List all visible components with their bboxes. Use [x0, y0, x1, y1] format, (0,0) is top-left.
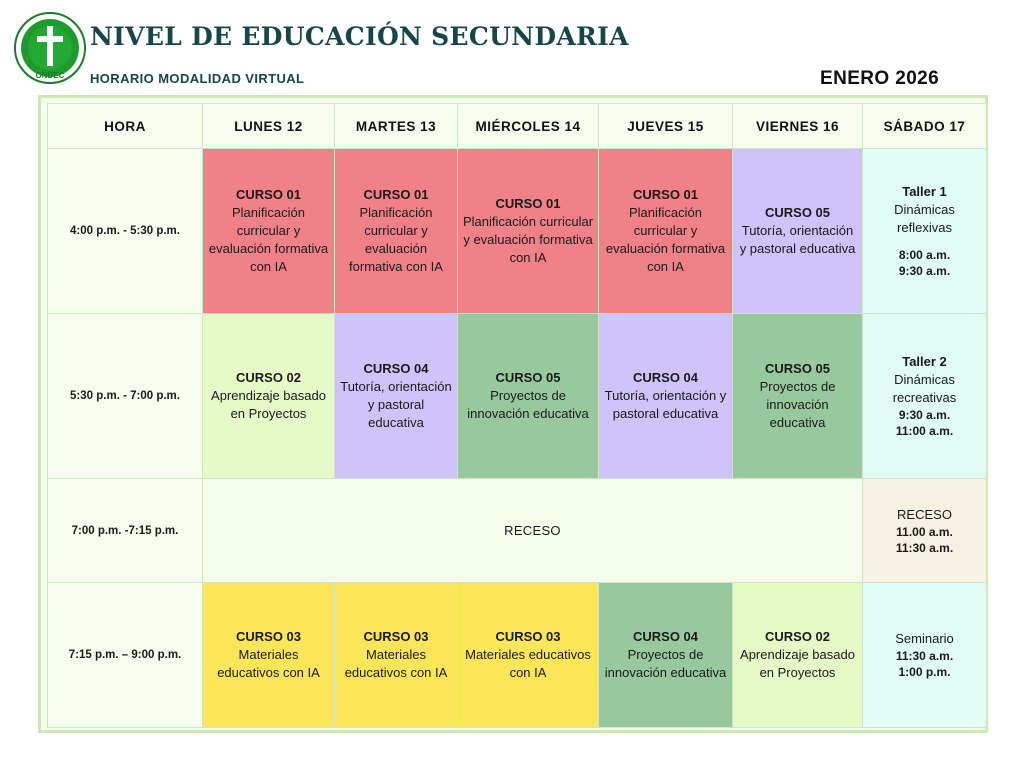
- course-cell: [203, 314, 335, 479]
- course-code: CURSO 01: [495, 196, 561, 211]
- header-tuesday: MARTES 13: [335, 104, 458, 149]
- logo-text: ONDEC: [35, 71, 65, 80]
- workshop-name: Dinámicas reflexivas: [894, 202, 955, 235]
- table-row: [48, 479, 987, 583]
- header-wednesday: MIÉRCOLES 14: [458, 104, 599, 149]
- saturday-cell: [863, 479, 987, 583]
- saturday-cell: [863, 583, 987, 728]
- page-subtitle: HORARIO MODALIDAD VIRTUAL: [90, 71, 305, 86]
- ondec-logo: [14, 12, 86, 84]
- course-name: Tutoría, orientación y pastoral educativa: [340, 379, 452, 430]
- course-code: CURSO 02: [235, 370, 302, 385]
- table-row: [48, 583, 987, 728]
- header-row: [48, 104, 987, 149]
- course-code: CURSO 05: [495, 370, 561, 385]
- end-time: 11:30 a.m.: [895, 540, 954, 555]
- course-cell: [733, 583, 863, 728]
- course-cell: [335, 583, 458, 728]
- schedule-table: [47, 103, 987, 728]
- course-name: Materiales educativos con IA: [465, 647, 591, 680]
- course-name: Planificación curricular y evaluación formativa con IA: [605, 205, 726, 274]
- course-cell: [599, 149, 733, 314]
- start-time: 11.00 a.m.: [896, 524, 953, 539]
- course-code: CURSO 01: [363, 187, 429, 202]
- time-slot: 7:15 p.m. – 9:00 p.m.: [48, 583, 203, 728]
- course-cell: [599, 583, 733, 728]
- saturday-cell: [863, 149, 987, 314]
- course-code: CURSO 04: [632, 629, 699, 644]
- course-name: Planificación curricular y evaluación formativa con IA: [349, 205, 443, 274]
- time-slot: 7:00 p.m. -7:15 p.m.: [48, 479, 203, 583]
- course-code: CURSO 01: [632, 187, 699, 202]
- start-time: 8:00 a.m.: [898, 248, 951, 262]
- course-cell: [458, 583, 599, 728]
- end-time: 9:30 a.m.: [898, 264, 951, 278]
- header-saturday: SÁBADO 17: [863, 104, 987, 149]
- course-code: CURSO 04: [363, 361, 429, 376]
- course-code: CURSO 05: [764, 205, 831, 220]
- workshop-title: Taller 2: [902, 354, 947, 369]
- header-thursday: JUEVES 15: [599, 104, 733, 149]
- course-cell: [599, 314, 733, 479]
- course-name: Aprendizaje basado en Proyectos: [740, 647, 855, 680]
- course-name: Proyectos de innovación educativa: [604, 647, 727, 680]
- course-code: CURSO 01: [235, 187, 302, 202]
- course-name: Proyectos de innovación educativa: [759, 379, 836, 430]
- course-code: CURSO 02: [764, 629, 831, 644]
- course-name: Tutoría, orientación y pastoral educativa: [604, 388, 727, 421]
- start-time: 9:30 a.m.: [898, 408, 951, 422]
- workshop-name: Dinámicas recreativas: [892, 372, 957, 405]
- course-name: Planificación curricular y evaluación formativa con IA: [462, 214, 594, 265]
- header-hora: HORA: [48, 104, 203, 149]
- course-name: Tutoría, orientación y pastoral educativa: [739, 223, 856, 256]
- period-label: ENERO 2026: [820, 68, 940, 89]
- course-cell: [335, 149, 458, 314]
- course-name: Proyectos de innovación educativa: [467, 388, 589, 421]
- end-time: 1:00 p.m.: [898, 665, 951, 679]
- course-cell: [733, 149, 863, 314]
- course-cell: [335, 314, 458, 479]
- course-cell: [458, 149, 599, 314]
- header-friday: VIERNES 16: [733, 104, 863, 149]
- course-cell: [203, 149, 335, 314]
- workshop-title: Taller 1: [902, 184, 947, 199]
- course-code: CURSO 03: [363, 629, 429, 644]
- course-code: CURSO 04: [632, 370, 699, 385]
- course-name: Materiales educativos con IA: [217, 647, 320, 680]
- course-name: Planificación curricular y evaluación formativa con IA: [208, 205, 329, 274]
- course-code: CURSO 03: [495, 629, 561, 644]
- course-name: Aprendizaje basado en Proyectos: [211, 388, 326, 421]
- page-title: NIVEL DE EDUCACIÓN SECUNDARIA: [90, 22, 629, 51]
- saturday-cell: [863, 314, 987, 479]
- receso-cell: RECESO: [203, 479, 863, 583]
- table-row: [48, 314, 987, 479]
- course-code: CURSO 03: [235, 629, 302, 644]
- course-cell: [458, 314, 599, 479]
- course-name: Materiales educativos con IA: [344, 647, 448, 680]
- time-slot: 4:00 p.m. - 5:30 p.m.: [48, 149, 203, 314]
- course-cell: [733, 314, 863, 479]
- receso-label: RECESO: [897, 506, 952, 522]
- header-monday: LUNES 12: [203, 104, 335, 149]
- time-slot: 5:30 p.m. - 7:00 p.m.: [48, 314, 203, 479]
- end-time: 11:00 a.m.: [895, 424, 954, 438]
- course-cell: [203, 583, 335, 728]
- table-row: [48, 149, 987, 314]
- course-code: CURSO 05: [764, 361, 831, 376]
- start-time: 11:30 a.m.: [895, 649, 954, 663]
- seminar-name: Seminario: [895, 631, 954, 646]
